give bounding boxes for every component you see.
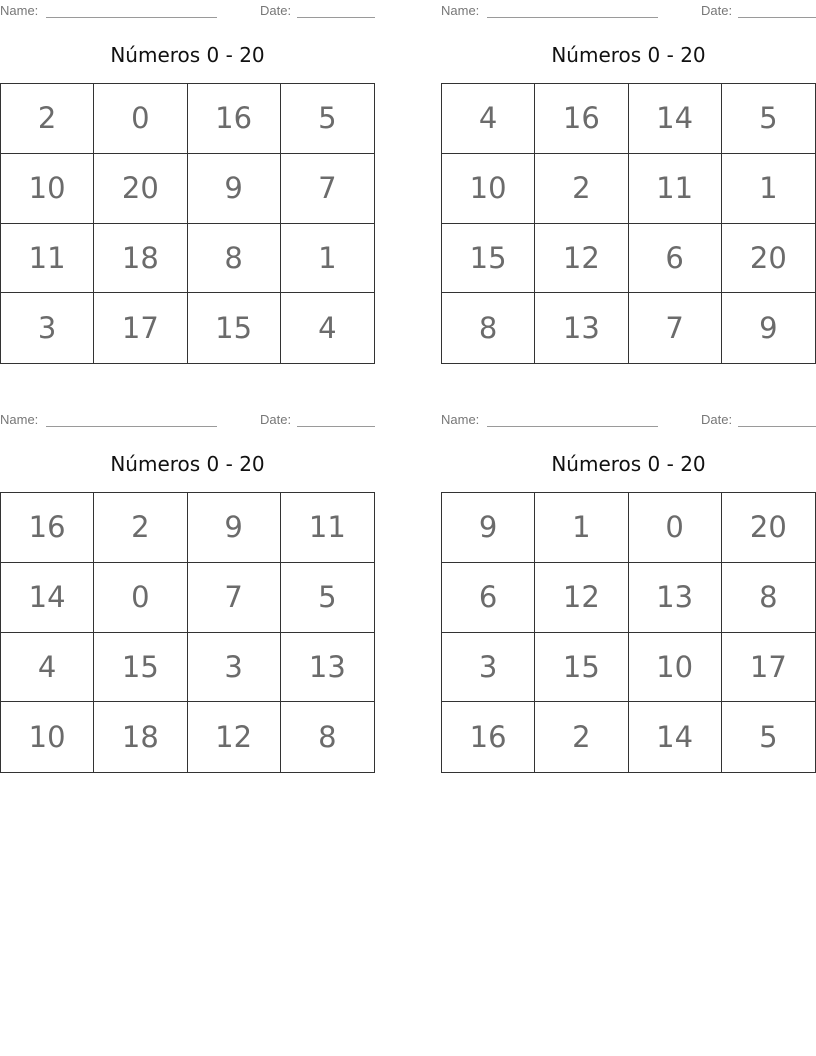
card-title: Números 0 - 20 bbox=[110, 43, 265, 67]
date-label: Date: bbox=[260, 412, 292, 427]
card-title: Números 0 - 20 bbox=[551, 452, 706, 476]
grid-cell: 3 bbox=[188, 633, 281, 703]
grid-cell: 5 bbox=[722, 84, 815, 154]
grid-cell: 4 bbox=[318, 311, 337, 346]
grid-cell: 13 bbox=[281, 633, 374, 703]
number-grid bbox=[0, 492, 375, 773]
grid-cell: 9 bbox=[442, 493, 535, 563]
grid-cell: 2 bbox=[535, 702, 628, 772]
grid-cell: 2 bbox=[1, 84, 94, 154]
grid-cell: 20 bbox=[722, 224, 815, 294]
grid-cell: 2 bbox=[94, 493, 187, 563]
date-field-line[interactable] bbox=[297, 17, 375, 18]
grid-cell: 0 bbox=[94, 563, 187, 633]
grid-cell: 5 bbox=[281, 563, 374, 633]
grid-cell: 7 bbox=[281, 154, 374, 224]
grid-cell: 8 bbox=[442, 293, 535, 363]
date-label: Date: bbox=[701, 3, 733, 18]
bingo-card-1 bbox=[0, 0, 375, 365]
card-header bbox=[0, 412, 375, 428]
grid-cell: 11 bbox=[629, 154, 722, 224]
grid-cell: 15 bbox=[535, 633, 628, 703]
card-header bbox=[441, 3, 816, 19]
grid-cell: 11 bbox=[281, 493, 374, 563]
grid-cell: 4 bbox=[442, 84, 535, 154]
grid-cell: 10 bbox=[1, 154, 94, 224]
card-title: Números 0 - 20 bbox=[110, 452, 265, 476]
grid-cell: 0 bbox=[629, 493, 722, 563]
grid-cell: 20 bbox=[722, 493, 815, 563]
grid-cell: 16 bbox=[188, 84, 281, 154]
grid-cell: 9 bbox=[759, 311, 778, 346]
date-field-line[interactable] bbox=[738, 426, 816, 427]
grid-cell: 5 bbox=[281, 84, 374, 154]
name-label: Name: bbox=[441, 3, 480, 18]
grid-cell: 12 bbox=[535, 224, 628, 294]
grid-cell: 8 bbox=[722, 563, 815, 633]
grid-cell: 8 bbox=[318, 720, 337, 755]
name-field-line[interactable] bbox=[487, 426, 658, 427]
grid-cell: 11 bbox=[1, 224, 94, 294]
date-field-line[interactable] bbox=[297, 426, 375, 427]
grid-cell: 8 bbox=[188, 224, 281, 294]
grid-cell: 7 bbox=[188, 563, 281, 633]
grid-cell: 1 bbox=[722, 154, 815, 224]
grid-cell: 3 bbox=[442, 633, 535, 703]
grid-cell: 16 bbox=[535, 84, 628, 154]
date-label: Date: bbox=[260, 3, 292, 18]
grid-cell: 1 bbox=[535, 493, 628, 563]
bingo-card-4 bbox=[441, 409, 816, 774]
grid-cell: 18 bbox=[94, 702, 187, 772]
grid-cell: 13 bbox=[629, 563, 722, 633]
number-grid bbox=[441, 83, 816, 364]
grid-cell: 7 bbox=[629, 293, 722, 363]
card-header bbox=[0, 3, 375, 19]
grid-cell: 14 bbox=[629, 702, 722, 772]
grid-cell: 9 bbox=[188, 154, 281, 224]
date-label: Date: bbox=[701, 412, 733, 427]
grid-cell: 10 bbox=[442, 154, 535, 224]
grid-cell: 17 bbox=[722, 633, 815, 703]
name-label: Name: bbox=[0, 3, 39, 18]
grid-cell: 2 bbox=[535, 154, 628, 224]
card-title: Números 0 - 20 bbox=[551, 43, 706, 67]
grid-cell: 13 bbox=[535, 293, 628, 363]
grid-cell: 3 bbox=[1, 293, 94, 363]
grid-cell: 10 bbox=[629, 633, 722, 703]
bingo-card-3 bbox=[0, 409, 375, 774]
grid-cell: 6 bbox=[629, 224, 722, 294]
grid-cell: 5 bbox=[759, 720, 778, 755]
grid-cell: 14 bbox=[629, 84, 722, 154]
grid-cell: 17 bbox=[94, 293, 187, 363]
name-label: Name: bbox=[0, 412, 39, 427]
grid-cell: 10 bbox=[1, 702, 94, 772]
name-field-line[interactable] bbox=[487, 17, 658, 18]
name-label: Name: bbox=[441, 412, 480, 427]
name-field-line[interactable] bbox=[46, 426, 217, 427]
name-field-line[interactable] bbox=[46, 17, 217, 18]
grid-cell: 18 bbox=[94, 224, 187, 294]
date-field-line[interactable] bbox=[738, 17, 816, 18]
bingo-card-2 bbox=[441, 0, 816, 365]
grid-cell: 12 bbox=[535, 563, 628, 633]
grid-cell: 16 bbox=[442, 702, 535, 772]
grid-cell: 15 bbox=[188, 293, 281, 363]
grid-cell: 15 bbox=[442, 224, 535, 294]
grid-cell: 0 bbox=[94, 84, 187, 154]
grid-cell: 12 bbox=[188, 702, 281, 772]
grid-cell: 15 bbox=[94, 633, 187, 703]
grid-cell: 14 bbox=[1, 563, 94, 633]
card-header bbox=[441, 412, 816, 428]
grid-cell: 4 bbox=[1, 633, 94, 703]
number-grid bbox=[441, 492, 816, 773]
grid-cell: 16 bbox=[1, 493, 94, 563]
grid-cell: 20 bbox=[94, 154, 187, 224]
grid-cell: 1 bbox=[281, 224, 374, 294]
grid-cell: 9 bbox=[188, 493, 281, 563]
number-grid bbox=[0, 83, 375, 364]
grid-cell: 6 bbox=[442, 563, 535, 633]
